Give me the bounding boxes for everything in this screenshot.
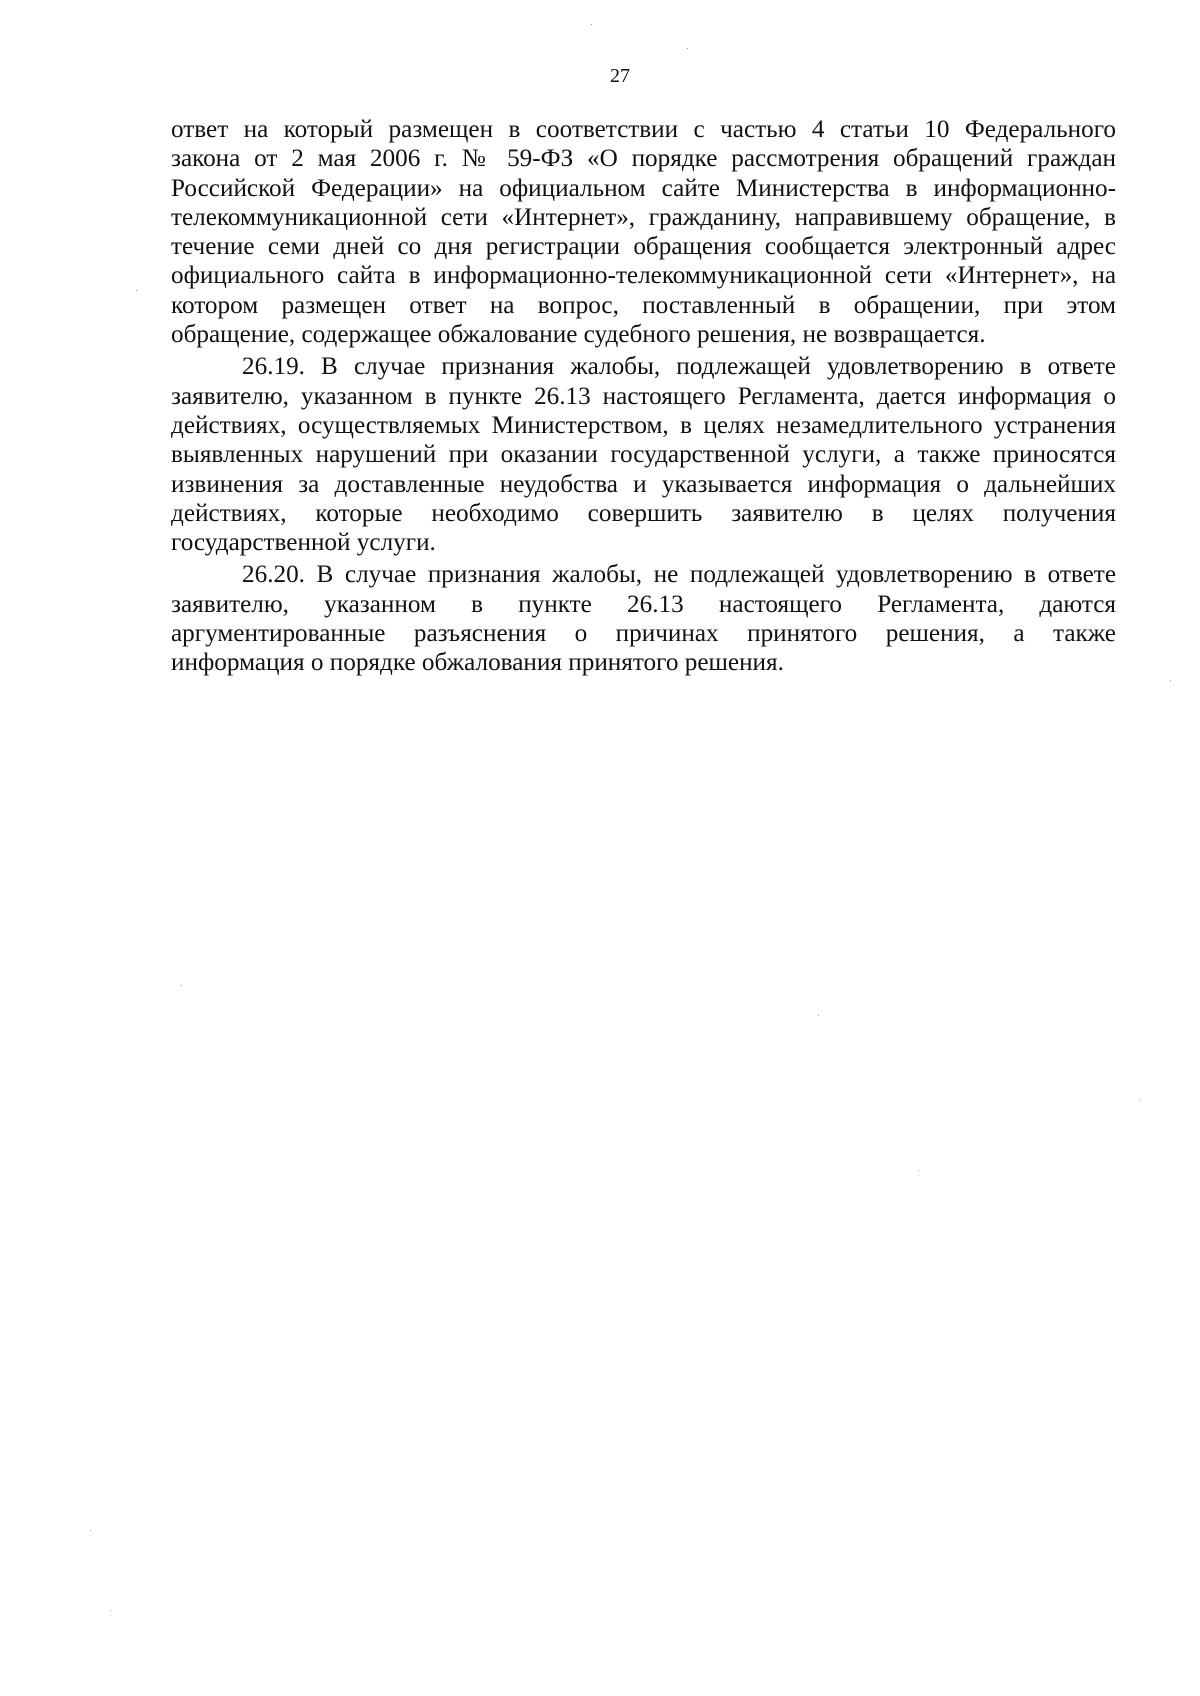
scan-speck [687,48,688,49]
text-line: выявленных нарушений при оказании государственной услуги, а также приносятся [171,441,1116,469]
text-line: официального сайта в информационно-телекоммуникационной сети «Интернет», на [171,262,1116,290]
text-line: действиях, которые необходимо совершить заявителю в целях получения [171,499,1116,527]
scan-speck [818,1015,819,1016]
page-number: 27 [610,65,630,87]
text-line: закона от 2 мая 2006 г. № 59-ФЗ «О порядке рассмотрения обращений граждан [171,145,1116,173]
text-line: течение семи дней со дня регистрации обращения сообщается электронный адрес [171,233,1116,261]
scan-speck [591,24,592,25]
scan-speck [181,985,182,986]
text-line: котором размещен ответ на вопрос, поставленный в обращении, при этом [171,291,1116,319]
text-line: ответ на который размещен в соответствии с частью 4 статьи 10 Федерального [171,116,1116,143]
text-line: государственной услуги. [171,529,436,557]
text-line: заявителю, указанном в пункте 26.13 настоящего Регламента, дается информация о [171,382,1116,410]
paragraph-26-19 [171,352,1116,557]
text-line: телекоммуникационной сети «Интернет», гражданину, направившему обращение, в [171,203,1116,231]
text-line: 26.19. В случае признания жалобы, подлежащей удовлетворению в ответе [242,353,1116,381]
scan-speck [1140,1100,1141,1101]
text-line: извинения за доставленные неудобства и указывается информация о дальнейших [171,470,1116,498]
text-line: 26.20. В случае признания жалобы, не подлежащей удовлетворению в ответе [242,561,1116,589]
text-line: Российской Федерации» на официальном сайте Министерства в информационно- [171,174,1116,202]
scan-speck [136,290,137,291]
paragraph-continuation [171,115,1116,349]
paragraph-26-20 [171,560,1116,677]
text-line: аргументированные разъяснения о причинах принятого решения, а также [171,620,1116,648]
scan-speck [110,1610,111,1611]
scan-speck [918,1170,919,1171]
scan-speck [1170,680,1171,681]
document-body [171,115,1116,678]
text-line: действиях, осуществляемых Министерством, в целях незамедлительного устранения [171,411,1116,439]
text-line: информация о порядке обжалования принятого решения. [171,649,784,677]
text-line: заявителю, указанном в пункте 26.13 настоящего Регламента, даются [171,590,1116,618]
scan-speck [90,1530,91,1531]
text-line: обращение, содержащее обжалование судебного решения, не возвращается. [171,321,986,349]
